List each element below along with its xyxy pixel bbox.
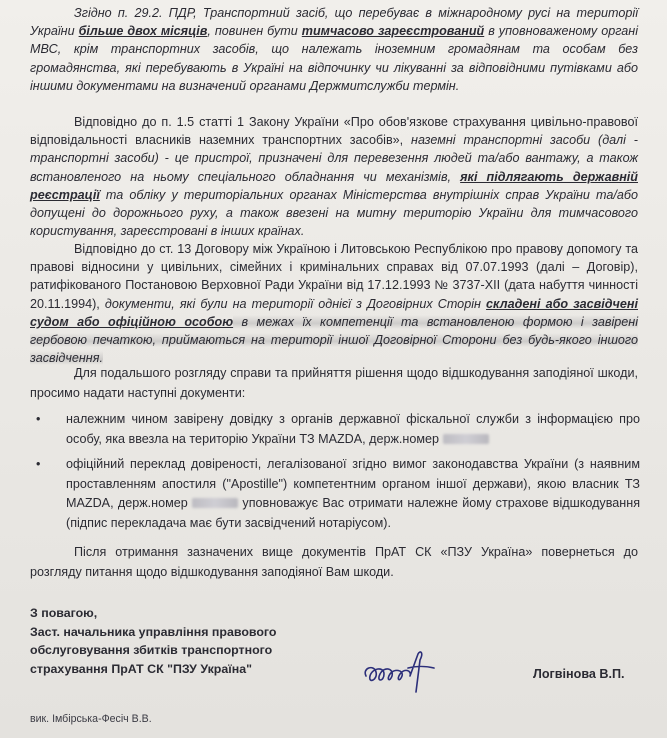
list-item-1-text: належним чином завірену довідку з органів державної фіскальної служби з інформацією про особу, яка ввезла на територію України ТЗ MAZDA, держ.номер xyxy=(66,412,640,446)
redacted-plate-number xyxy=(192,498,238,508)
bullet-icon: • xyxy=(36,457,41,471)
paragraph-treaty xyxy=(30,240,638,367)
para3-emphasis-certified: складені або засвідчені судом або офіційною особою xyxy=(30,296,638,329)
bullet-icon: • xyxy=(36,412,41,426)
redacted-plate-number xyxy=(443,434,489,444)
para2-emphasis-registration: які підлягають державній реєстрації xyxy=(30,169,638,202)
para2-text-3: та обліку у територіальних органах Міністерства внутрішніх справ України та/або допущені до дорожнього руху, а також ввезені на митну територію України для тимчасового користування, зареєстровані в інших країнах. xyxy=(30,187,638,239)
para2-text-2: наземні транспортні засоби (далі - транспортні засоби) - це пристрої, призначені для перевезення людей та/або вантажу, а також встановленого на ньому спеціального обладнання чи механізмів, xyxy=(30,133,638,184)
signer-title-line-3: страхування ПрАТ СК "ПЗУ Україна" xyxy=(30,661,252,676)
para2-text-1: Відповідно до п. 1.5 статті 1 Закону України «Про обов'язкове страхування цивільно-правової відповідальності власників наземних транспортних засобів», xyxy=(30,115,638,148)
list-item-2-text-2: уповноважує Вас отримати належне йому страхове відшкодування (підпис перекладача має бути засвідчений нотаріусом). xyxy=(66,496,641,530)
para1-text-2: , повинен бути xyxy=(207,24,302,39)
para5-text: Після отримання зазначених вище документів ПрАТ СК «ПЗУ Україна» повернеться до розгляду питання щодо відшкодування заподіяної Вам шкоди. xyxy=(30,545,638,579)
signer-title-line-2: обслуговування збитків транспортного xyxy=(30,643,273,658)
para1-emphasis-two-months: більше двох місяців xyxy=(78,24,208,39)
para3-text-1: Відповідно до ст. 13 Договору між Україною і Литовською Республікою про правову допомогу та правові відносини у цивільних, сімейних і кримінальних справах від 07.07.1993 (далі – Договір), ратифікованого Постановою Верховної Ради України від 17.12.1993 № 3737-XII (дата набуття чинності 20.11.1994), xyxy=(30,242,638,311)
paragraph-traffic-rules xyxy=(30,4,638,95)
executor-note: вик. Імбірська-Фесіч В.В. xyxy=(30,713,152,725)
handwritten-signature xyxy=(360,646,450,698)
closing-salutation: З повагою, xyxy=(30,606,98,620)
signer-title-line-1: Заст. начальника управління правового xyxy=(30,624,277,639)
list-item xyxy=(30,455,640,533)
list-item-2-text-1: офіційний переклад довіреності, легалізованої згідно вимог законодавства України (з наявним проставленням апостиля ("Apostille") компетентним органом іншої держави), якою власник ТЗ MAZDA, держ.номер xyxy=(66,457,640,510)
para1-emphasis-registered: тимчасово зареєстрований xyxy=(301,24,485,39)
signer-name: Логвінова В.П. xyxy=(533,667,625,681)
paragraph-insurance-law xyxy=(30,113,638,240)
para3-text-2: документи, які були на території однієї з Договірних Сторін xyxy=(104,296,487,311)
signature-block xyxy=(30,604,276,678)
list-item xyxy=(30,410,640,449)
para4-text: Для подальшого розгляду справи та прийняття рішення щодо відшкодування заподіяної шкоди, просимо надати наступні документи: xyxy=(30,366,638,400)
para1-text-1: Згідно п. 29.2. ПДР, Транспортний засіб, що перебуває в міжнародному русі на території України xyxy=(30,6,638,39)
paragraph-request xyxy=(30,364,638,403)
para3-text-3: в межах їх компетенції та встановленою формою і завірені гербовою печаткою, приймаються на території іншої Договірної Сторони без будь-якого іншого засвідчення. xyxy=(30,314,638,366)
para1-text-3: в уповноваженому органі МВС, крім транспортних засобів, що належать іноземним громадянам та особам без громадянства, які перебувають в Україні на відпочинку чи лікуванні за відповідними путівками або іншими документами на визначений органами Держмитслужби термін. xyxy=(30,24,639,93)
paragraph-closing xyxy=(30,543,638,582)
required-documents-list xyxy=(30,410,640,539)
